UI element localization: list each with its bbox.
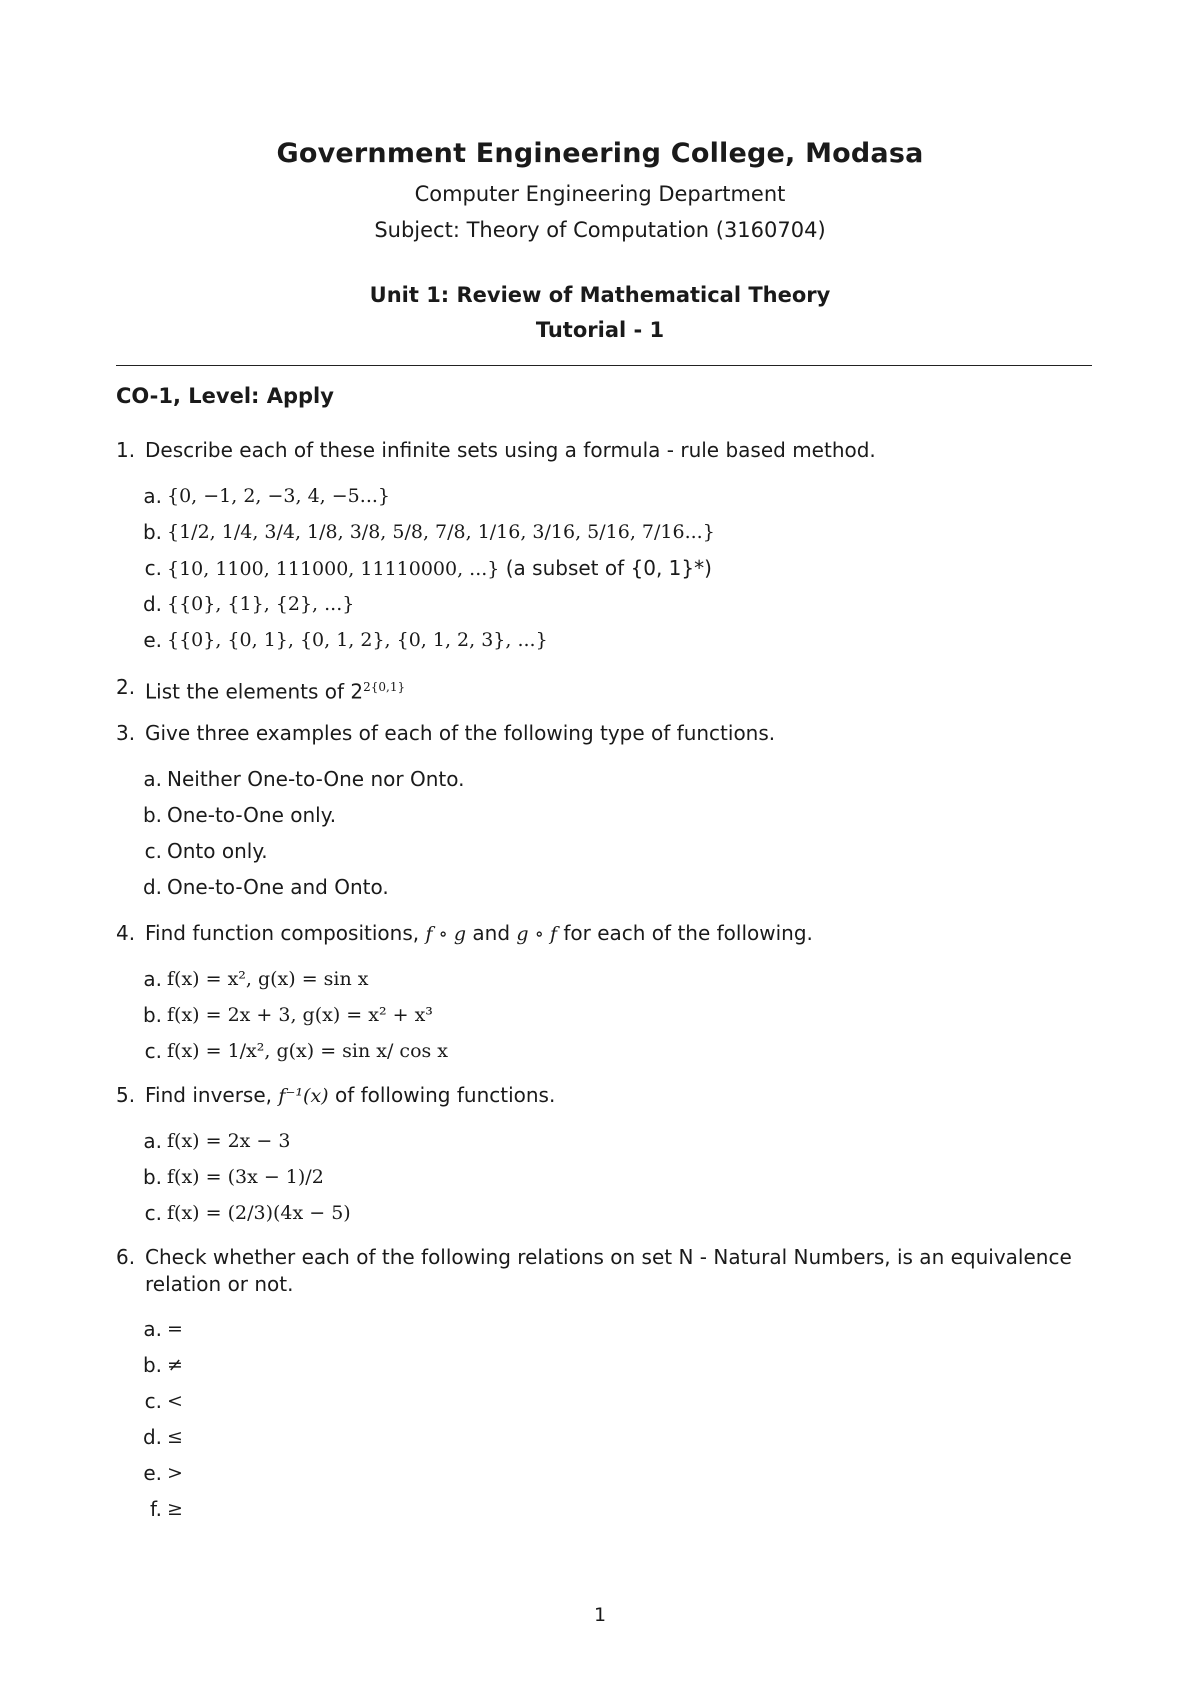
- question-text: Describe each of these infinite sets using a formula - rule based method.: [145, 438, 876, 462]
- question-number: 5.: [116, 1083, 136, 1107]
- question-text: Check whether each of the following relations on set N - Natural Numbers, is an equivalence relation or not.: [145, 1245, 1072, 1296]
- tutorial-title: Tutorial - 1: [535, 318, 665, 342]
- question-text: Give three examples of each of the following type of functions.: [145, 721, 776, 745]
- question-text: Find inverse, f⁻¹(x) of following functions.: [145, 1083, 556, 1107]
- page-number: 1: [593, 1604, 607, 1626]
- department-name: Computer Engineering Department: [414, 182, 786, 206]
- question-number: 2.: [116, 675, 136, 699]
- question-number: 6.: [116, 1245, 136, 1269]
- co-level-heading: CO-1, Level: Apply: [116, 384, 334, 408]
- question-text: Find function compositions, f ∘ g and g ∘ f for each of the following.: [145, 921, 813, 945]
- question-number: 4.: [116, 921, 136, 945]
- question-number: 3.: [116, 721, 136, 745]
- subject-line: Subject: Theory of Computation (3160704): [374, 218, 826, 242]
- unit-title: Unit 1: Review of Mathematical Theory: [369, 283, 831, 307]
- header-divider: [116, 365, 1092, 366]
- college-title: Government Engineering College, Modasa: [276, 138, 924, 169]
- question-text: List the elements of $2^{2\{0,1\}}$: [145, 679, 406, 704]
- document-page: Government Engineering College, Modasa Computer Engineering Department Subject: Theory of Computation (3160704) Unit 1: Review of Mathematical Theory Tutorial - 1 CO-1, Level: Apply 1. Describe each of these infinite sets using a formula - rule based method. a. {0, −1, 2, −3, 4, −5...} b. {1/2, 1/4, 3/4, 1/8, 3/8, 5/8, 7/8, 1/16, 3/16, 5/16, 7/16...} c. {10, 1100, 111000, 11110000, ...} (a subset of {0, 1}*) d. {{0}, {1}, {2}, ...} e. {{0}, {0, 1}, {0, 1, 2}, {0, 1, 2, 3}, ...} 2. List the elements of $2^{2\{0,1\}}$ 3. Give three examples of each of the following type of functions. a. Neither One-to-One nor Onto. b. One-to-One only. c. Onto only. d. One-to-One and Onto. 4. Find function compositions, f ∘ g and g ∘ f for each of the following. a. f(x) = x², g(x) = sin x b. f(x) = 2x + 3, g(x) = x² + x³ c. f(x) = 1/x², g(x) = sin x/ cos x 5. Find inverse, f⁻¹(x) of following functions. a. f(x) = 2x − 3 b. f(x) = (3x − 1)/2 c. f(x) = (2/3)(4x − 5) 6. Check whether each of the following relations on set N - Natural Numbers, is an equivalence relation or not. a. = b. ≠ c. < d. ≤ e. > f. ≥ 1: [0, 0, 1200, 1696]
- question-number: 1.: [116, 438, 136, 462]
